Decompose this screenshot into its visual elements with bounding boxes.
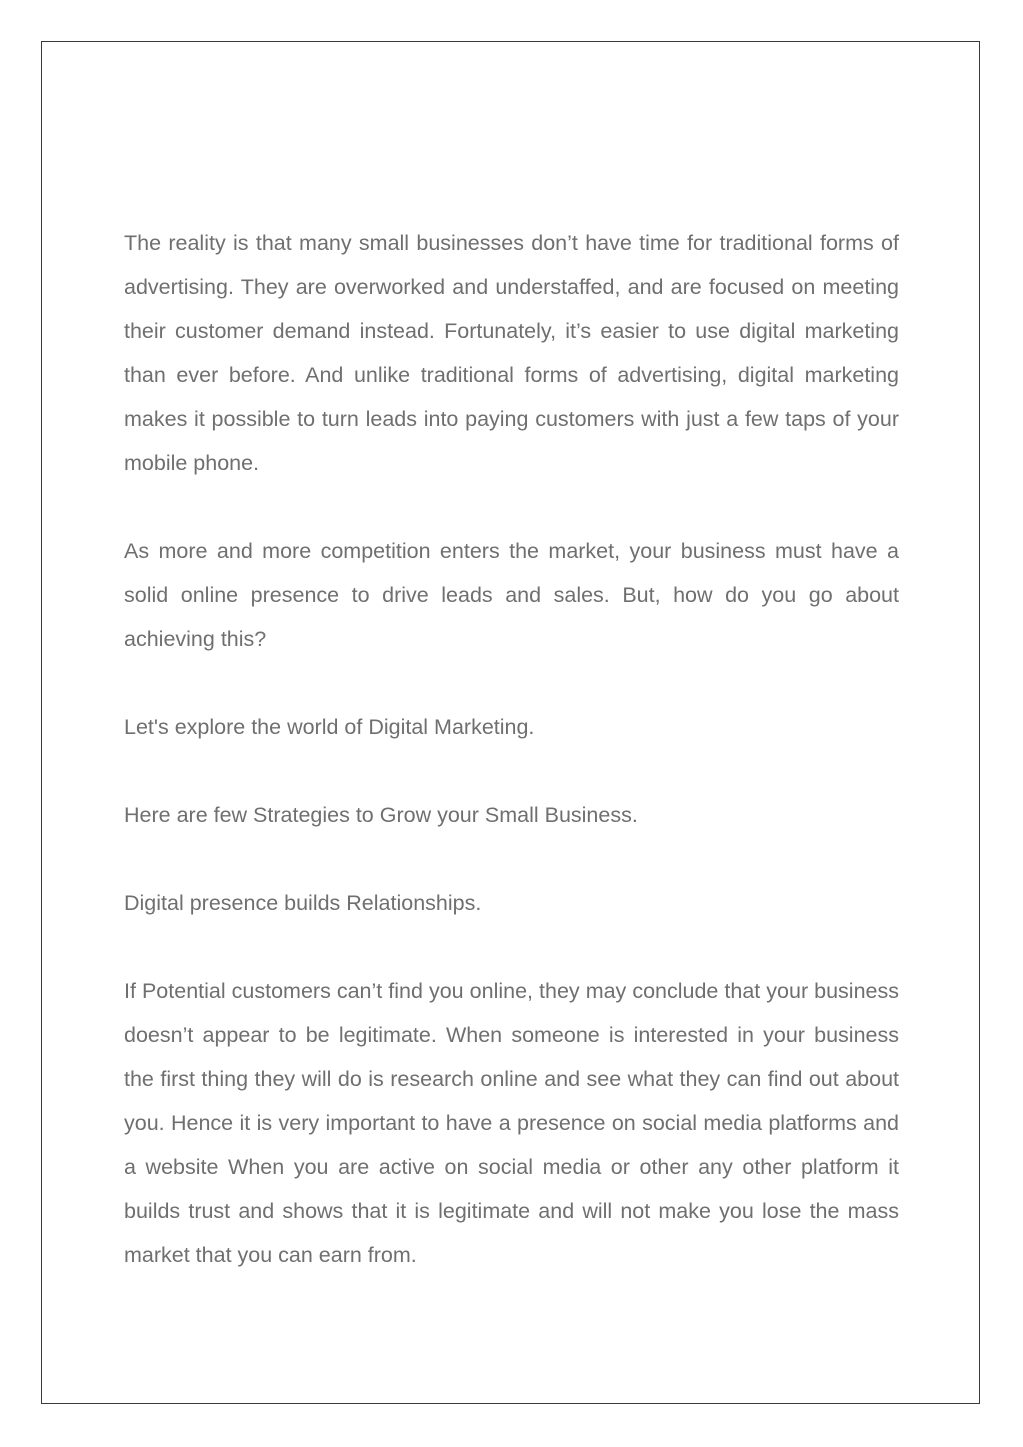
document-body — [124, 221, 899, 1321]
paragraph-intro: The reality is that many small businesses don’t have time for traditional forms of advertising. They are overworked and understaffed, and are focused on meeting their customer demand instead. Fortunately, it’s easier to use digital marketing than ever before. And unlike traditional forms of advertising, digital marketing makes it possible to turn leads into paying customers with just a few taps of your mobile phone. — [124, 231, 899, 475]
paragraph-explore: Let's explore the world of Digital Marketing. — [124, 715, 535, 739]
paragraph-strategies: Here are few Strategies to Grow your Small Business. — [124, 803, 638, 827]
section-heading-digital-presence: Digital presence builds Relationships. — [124, 891, 482, 915]
paragraph-competition: As more and more competition enters the market, your business must have a solid online presence to drive leads and sales. But, how do you go about achieving this? — [124, 539, 899, 651]
paragraph-legitimacy: If Potential customers can’t find you online, they may conclude that your business doesn’t appear to be legitimate. When someone is interested in your business the first thing they will do is research online and see what they can find out about you. Hence it is very important to have a presence on social media platforms and a website When you are active on social media or other any other platform it builds trust and shows that it is legitimate and will not make you lose the mass market that you can earn from. — [124, 979, 899, 1267]
